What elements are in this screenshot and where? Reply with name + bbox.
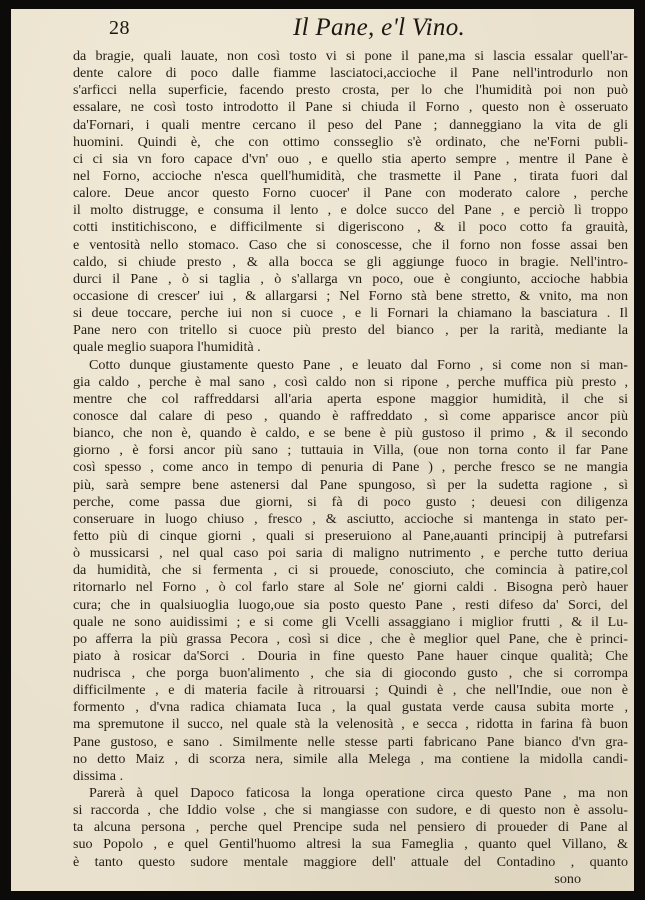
text-line: il molto distrugge, e consuma il lento , e dolce succo del Pane , e perciò lì troppo: [73, 202, 628, 219]
text-line: conosce dal calare di peso , quando è raffreddato , sì come apparisce ancor più: [73, 407, 628, 424]
book-page: [11, 9, 634, 891]
text-line: huomini. Quindi è, che con ottimo consseglio s'è ordinato, che ne'Forni publi-: [73, 133, 628, 150]
page-header: [11, 9, 634, 43]
text-line: difficilmente , e di materia facile à ritrouarsi ; Quindi è , che nell'Indie, oue non è: [73, 682, 628, 699]
text-line: da humidità, che si fermenta , ci si prouede, conosciuto, che comincia à patire,col: [73, 562, 628, 579]
text-line: giorno , è forsi ancor più sano ; tuttauia in Villa, (oue non torna conto il far Pane: [73, 442, 628, 459]
text-line: perche, come passa due giorni, si fà di poco gusto ; deuesi con diligenza: [73, 493, 628, 510]
text-line: fetto più di cinque giorni , quali si preseruiono al Pane,auanti principij à putrefarsi: [73, 527, 628, 544]
text-line: occasione di crescer' iui , & allargarsi ; Nel Forno stà bene stretto, & vnito, ma non: [73, 287, 628, 304]
text-line: così spesso , come anco in tempo di penuria di Pane ) , perche fresco se ne mangia: [73, 459, 628, 476]
running-head: Il Pane, e'l Vino.: [293, 14, 466, 41]
text-line: gia caldo , perche è mal sano , così caldo non si ripone , perche muffica più presto ,: [73, 373, 628, 390]
text-line: si raccorda , che Iddio volse , che si mangiasse con sudore, e di questo non è assolu-: [73, 802, 628, 819]
text-line: formento , d'vna radica chiamata Iuca , la qual gustata verde causa subita morte ,: [73, 699, 628, 716]
text-line: quale meglio suapora l'humidità .: [73, 339, 261, 356]
text-line: quale ne sono auidissimi ; e si come gli Vcelli assaggiano i miglior frutti , & il Lu-: [73, 613, 628, 630]
text-line: bianco, che non è, quando è caldo, e se bene è più gustoso il primo , & il secondo: [73, 425, 628, 442]
text-line: dente calore di poco dalle fiamme lasciatoci,accioche il Pane nell'introdurlo non: [73, 65, 628, 82]
text-line: no detto Maiz , di scorza nera, simile alla Melega , ma contiene la midolla candi-: [73, 750, 628, 767]
text-line: da bragie, quali lauate, non così tosto vi si pone il pane,ma si lascia essalar quell'ar-: [73, 48, 628, 64]
text-line: più, sarà sempre bene astenersi dal Pane spungoso, sì per la sudetta ragione , sì: [73, 476, 628, 493]
page-number: 28: [109, 17, 130, 39]
text-line: è tanto questo sudore mentale maggiore dell' attuale del Contadino , quanto: [73, 853, 628, 870]
text-line: ritornarlo nel Forno , ò col farlo stare al Sole ne' giorni caldi . Bisogna però hauer: [73, 579, 628, 596]
text-line: ma spremutone il succo, nel quale stà la velenosità , e secca , ridotta in farina fà buon: [73, 716, 628, 733]
text-line: nel Forno, accioche n'esca quell'humidità, che trasmette il Pane , tirata fuori dal: [73, 167, 628, 184]
text-line: calore. Deue ancor questo Forno cuocer' il Pane con moderato calore , perche: [73, 185, 628, 202]
text-line: ci ci sia vn foro capace d'vn' ouo , e quello stia aperto sempre , mentre il Pane è: [73, 150, 628, 167]
text-line: Pane nero con tritello si cuoce più presto del bianco , per la rarità, mediante la: [73, 322, 628, 339]
text-line: durci il Pane , ò si taglia , ò s'allarga vn poco, oue è congiunto, accioche habbia: [73, 270, 628, 287]
text-line: si deue toccare, perche iui non si cuoce , e li Fornari la chiamano la basciatura . Il: [73, 305, 628, 322]
text-line: essalare, ne così tosto introdotto il Pane si chiuda il Forno , questo non è osseruato: [73, 99, 628, 116]
text-line: dissima .: [73, 767, 124, 784]
text-line: da'Fornari, i quali mentre cercano il peso del Pane ; danneggiano la vita de gli: [73, 116, 628, 133]
text-line: s'arficci nella superficie, facendo presto crosta, per lo che l'humidità poi non può: [73, 82, 628, 99]
text-line: nudrisca , che porga buon'alimento , che sia di giocondo gusto , che si corrompa: [73, 665, 628, 682]
text-line: ta alcuna persona , perche quel Prencipe suda nel pensiero di proueder di Pane al: [73, 819, 628, 836]
text-line: suo Popolo , e quel Gentil'huomo altresi la sua Fameglia , quanto quel Villano, &: [73, 836, 628, 853]
text-line: ò mussicarsi , nel qual caso poi saria di maligno nutrimento , e perche tutto deriua: [73, 545, 628, 562]
text-line: Parerà à quel Dapoco faticosa la longa operatione circa questo Pane , ma non: [89, 785, 628, 802]
text-line: conseruare in luogo chiuso , fresco , & asciutto, accioche si mantenga in stato per-: [73, 510, 628, 527]
text-line: caldo, si chiude presto , & alla bocca se gli aggiunge fuoco in bragie. Nell'intro-: [73, 253, 628, 270]
text-line: Cotto dunque giustamente questo Pane , e leuato dal Forno , si come non si man-: [89, 356, 628, 373]
text-line: Pane gustoso, e sano . Similmente nelle stesse parti fabricano Pane bianco d'vn gra-: [73, 733, 628, 750]
text-line: piato à rosicar da'Sorci . Douria in fine questo Pane hauer cinque qualità; Che: [73, 647, 628, 664]
text-line: mentre che col raffreddarsi all'aria aperta espone maggior humidità, il che si: [73, 390, 628, 407]
text-line: cura; che in qualsiuoglia luogo,oue sia posto questo Pane , resti difeso da' Sorci, del: [73, 596, 628, 613]
text-line: po afferra la più grassa Pecora , così si dice , che è meglior quel Pane, che è princi-: [73, 630, 628, 647]
body-text: [73, 48, 628, 888]
text-line: e ventosità nello stomaco. Caso che si conoscesse, che il forno non fosse assai ben: [73, 236, 628, 253]
catchword: sono: [554, 870, 581, 887]
text-line: cotti institichiscono, e difficilmente si digeriscono , & il poco cotto fa grauità,: [73, 219, 628, 236]
